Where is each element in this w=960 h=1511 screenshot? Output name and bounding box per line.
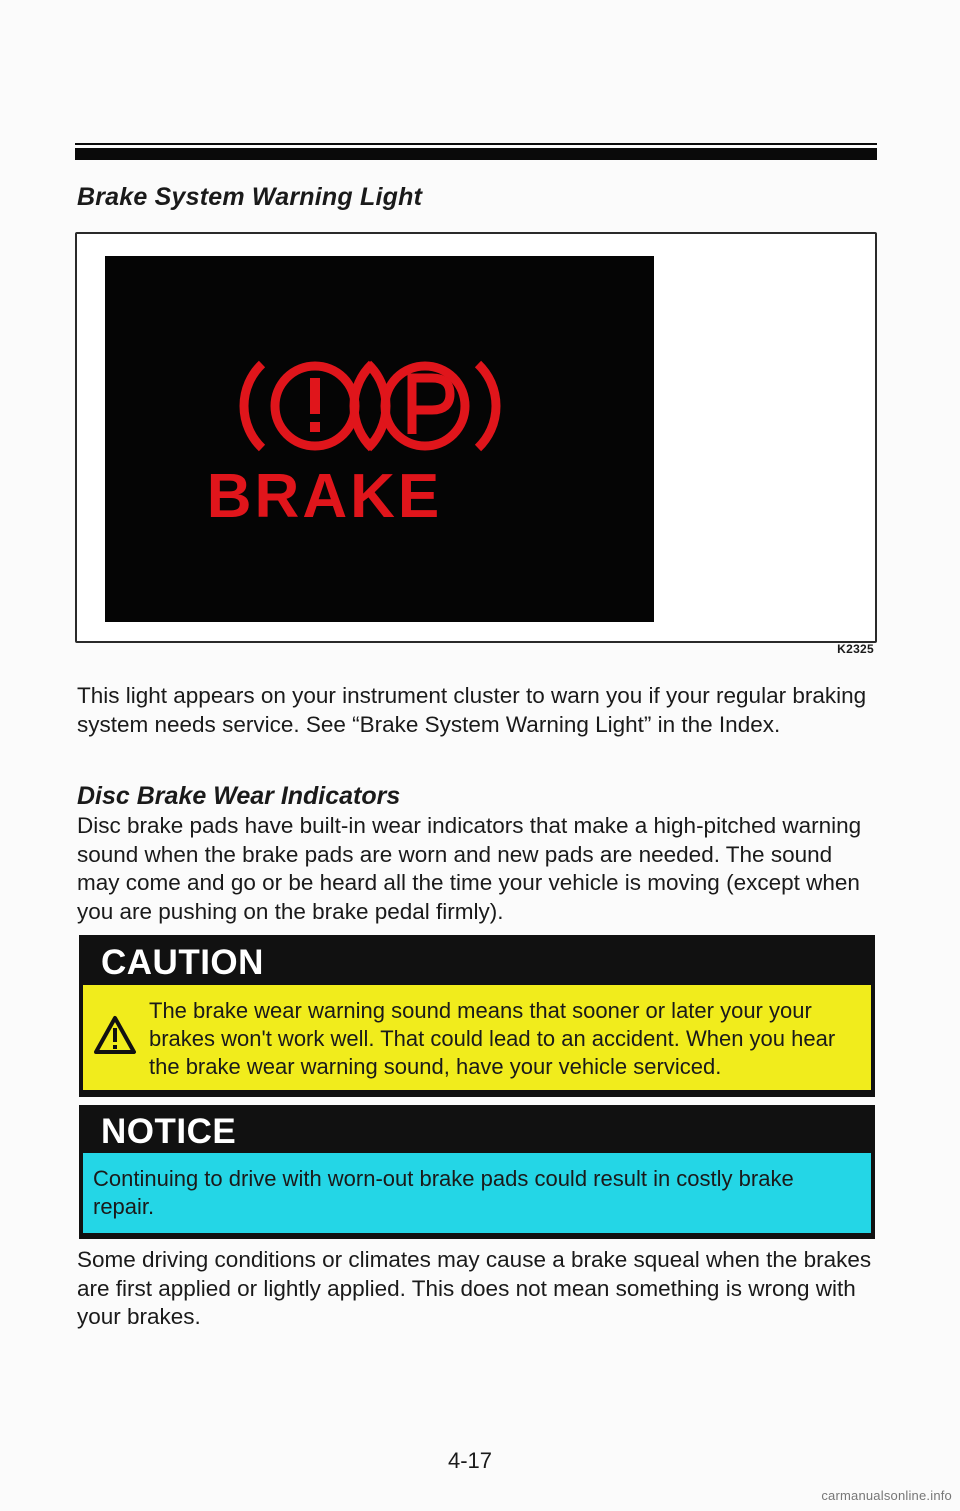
caution-text: The brake wear warning sound means that sooner or later your your brakes won't work well. That could lead to an accident. When you hear the brake wear warning sound, have your vehicle serviced. bbox=[149, 998, 836, 1079]
brake-indicator-panel bbox=[105, 256, 654, 622]
brake-warning-icon bbox=[220, 346, 520, 466]
notice-label: NOTICE bbox=[101, 1112, 237, 1151]
disc-brake-heading: Disc Brake Wear Indicators bbox=[77, 782, 401, 810]
disc-brake-paragraph: Disc brake pads have built-in wear indicators that make a high-pitched warning sound when the brake pads are worn and new pads are needed. The sound may come and go or be heard all the time your vehicle is moving (except when you are pushing on the brake pedal firmly). bbox=[77, 813, 862, 925]
figure-frame bbox=[75, 232, 877, 643]
caution-body bbox=[83, 985, 871, 1090]
caution-box bbox=[79, 935, 875, 1097]
watermark: carmanualsonline.info bbox=[821, 1488, 952, 1503]
brake-indicator-label: BRAKE bbox=[206, 462, 443, 531]
notice-body bbox=[83, 1153, 871, 1233]
top-rule bbox=[75, 148, 877, 160]
page-number: 4-17 bbox=[448, 1448, 493, 1473]
section-heading: Brake System Warning Light bbox=[77, 183, 423, 211]
notice-box bbox=[79, 1105, 875, 1239]
intro-paragraph: This light appears on your instrument cluster to warn you if your regular braking system needs service. See “Brake System Warning Light” in the Index. bbox=[77, 683, 867, 737]
outro-paragraph: Some driving conditions or climates may cause a brake squeal when the brakes are first applied or lightly applied. This does not mean something is wrong with your brakes. bbox=[77, 1247, 872, 1330]
warning-triangle-icon bbox=[93, 1015, 137, 1055]
notice-text: Continuing to drive with worn-out brake pads could result in costly brake repair. bbox=[93, 1166, 794, 1219]
figure-code: K2325 bbox=[837, 642, 874, 656]
caution-label: CAUTION bbox=[101, 943, 264, 982]
top-rule-thin bbox=[75, 143, 877, 145]
